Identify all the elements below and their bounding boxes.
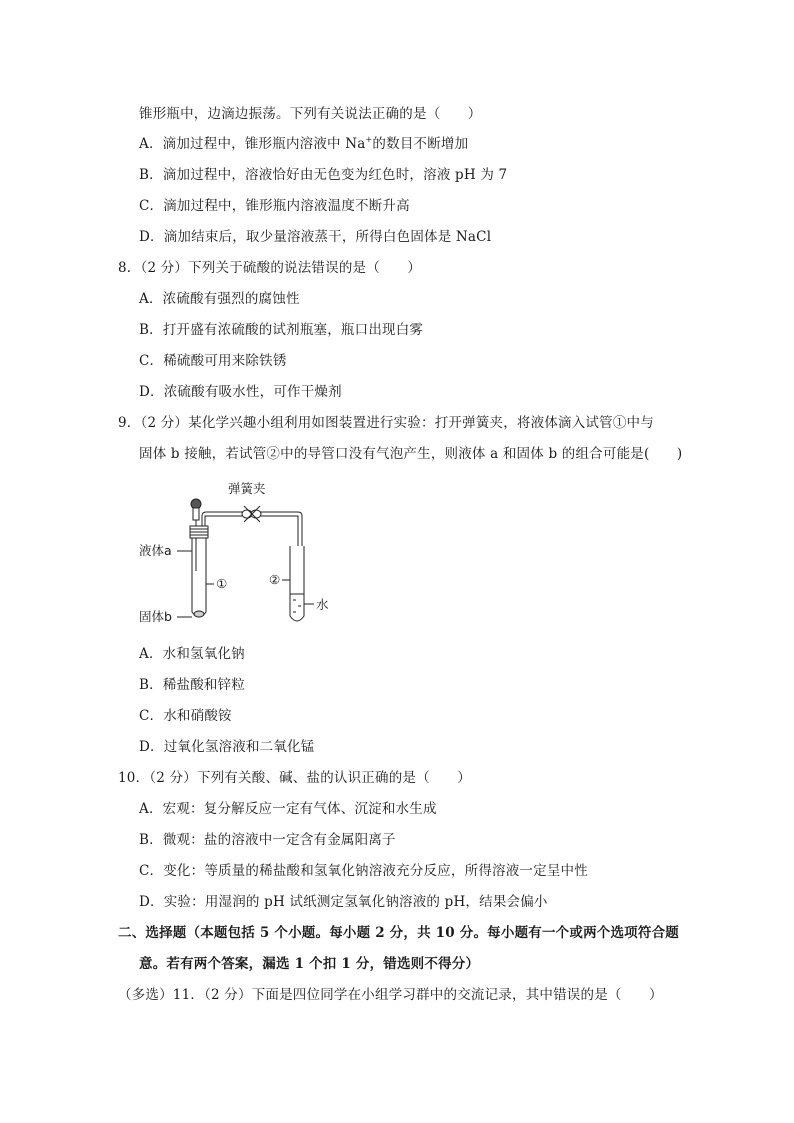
section-2-title-line2: 意。若有两个答案，漏选 1 个扣 1 分，错选则不得分）: [139, 956, 480, 972]
q8-option-a: A．浓硫酸有强烈的腐蚀性: [139, 291, 300, 307]
q7-option-c: C．滴加过程中，锥形瓶内溶液温度不断升高: [139, 198, 410, 214]
q7-option-a-text: A．滴加过程中，锥形瓶内溶液中 Na: [139, 136, 366, 152]
dropper-stem: [193, 508, 199, 520]
water-label: 水: [316, 597, 329, 612]
q9-stem-line2: 固体 b 接触，若试管②中的导管口没有气泡产生，则液体 a 和固体 b 的组合可能是( ): [139, 446, 683, 462]
q7-option-b: B．滴加过程中，溶液恰好由无色变为红色时，溶液 pH 为 7: [139, 167, 508, 183]
solid-b: [194, 611, 204, 617]
q10-option-b: B．微观：盐的溶液中一定含有金属阳离子: [139, 832, 396, 848]
spring-clamp: [242, 506, 261, 522]
q9-option-a: A．水和氢氧化钠: [139, 646, 245, 662]
liquid-a-label: 液体a: [139, 543, 172, 558]
q7-stem-continuation: 锥形瓶中，边滴边振荡。下列有关说法正确的是（ ）: [139, 106, 482, 122]
q8-stem: 8．（2 分）下列关于硫酸的说法错误的是（ ）: [118, 260, 422, 276]
q9-option-b: B．稀盐酸和锌粒: [139, 677, 246, 693]
q9-stem-line1: 9．（2 分）某化学兴趣小组利用如图装置进行实验：打开弹簧夹，将液体滴入试管①中与: [118, 415, 654, 431]
q7-option-a-superscript: +: [365, 135, 373, 144]
q10-option-c: C．变化：等质量的稀盐酸和氢氧化钠溶液充分反应，所得溶液一定呈中性: [139, 863, 588, 879]
apparatus-figure: [130, 476, 380, 636]
clamp-label: 弹簧夹: [228, 481, 266, 496]
q10-stem: 10．（2 分）下列有关酸、碱、盐的认识正确的是（ ）: [118, 770, 471, 786]
q7-option-d: D．滴加结束后，取少量溶液蒸干，所得白色固体是 NaCl: [139, 229, 492, 245]
test-tube-1: [192, 538, 206, 617]
test-tube-2: [290, 546, 304, 621]
connecting-tube: [202, 512, 302, 546]
q7-option-a-tail: 的数目不断增加: [372, 136, 469, 152]
q9-option-c: C．水和硝酸铵: [139, 708, 232, 724]
q8-option-b: B．打开盛有浓硫酸的试剂瓶塞，瓶口出现白雾: [139, 322, 424, 338]
section-2-title-line1: 二、选择题（本题包括 5 个小题。每小题 2 分，共 10 分。每小题有一个或两个选项符合题: [118, 925, 679, 941]
q10-option-d: D．实验：用湿润的 pH 试纸测定氢氧化钠溶液的 pH，结果会偏小: [139, 894, 548, 910]
tube-1-label: ①: [216, 576, 228, 591]
q8-option-d: D．浓硫酸有吸水性，可作干燥剂: [139, 384, 342, 400]
q11-stem: （多选）11．（2 分）下面是四位同学在小组学习群中的交流记录，其中错误的是（ ）: [118, 987, 663, 1003]
q7-option-a: [139, 134, 468, 154]
solid-b-label: 固体b: [139, 609, 172, 624]
q8-option-c: C．稀硫酸可用来除铁锈: [139, 353, 287, 369]
tube-2-label: ②: [269, 572, 281, 587]
q10-option-a: A．宏观：复分解反应一定有气体、沉淀和水生成: [139, 801, 437, 817]
q9-option-d: D．过氧化氢溶液和二氧化锰: [139, 739, 315, 755]
